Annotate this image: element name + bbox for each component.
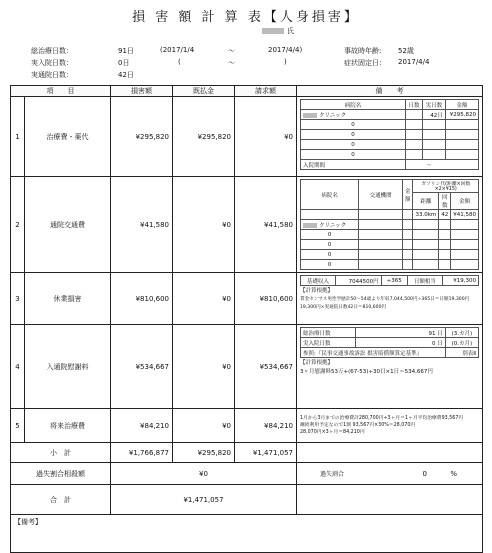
future-line3: 28,070円×3ヶ月＝84,210円 bbox=[300, 430, 365, 435]
row-number: 1 bbox=[11, 97, 25, 177]
subtotal-row bbox=[11, 443, 483, 463]
zero-cell: 0 bbox=[301, 140, 406, 150]
row-item: 将来治療費 bbox=[25, 409, 111, 443]
hosp-period-sep: 〜 bbox=[406, 160, 479, 170]
sub-header: 金額 bbox=[402, 180, 413, 210]
row-damage: ¥41,580 bbox=[111, 177, 173, 273]
reference-label: 参照:『民事交通事故訴訟 損害賠償額算定基準』 bbox=[301, 348, 446, 358]
divisor: ÷365 bbox=[381, 276, 407, 286]
actual-hosp-label: 実入院日数： bbox=[31, 59, 73, 67]
header-paid: 既払金 bbox=[173, 86, 235, 97]
row-damage: ¥295,820 bbox=[111, 97, 173, 177]
row-paid: ¥0 bbox=[173, 273, 235, 325]
actual-hosp-value: 0日 bbox=[118, 59, 130, 67]
table-row bbox=[11, 409, 483, 443]
sub-header: 日数 bbox=[406, 100, 423, 110]
row-damage: ¥810,600 bbox=[111, 273, 173, 325]
redacted-clinic bbox=[303, 113, 317, 118]
row-item: 通院交通費 bbox=[25, 177, 111, 273]
consolation-line1: 3ヶ月慰謝料53万+(67-53)÷30日×1日＝534,667円 bbox=[300, 369, 433, 375]
clinic-name: クリニック bbox=[319, 112, 347, 119]
subject-name bbox=[262, 26, 294, 36]
daily-label: 日額相当 bbox=[407, 276, 442, 286]
redacted-name bbox=[262, 28, 284, 34]
zero-cell: 0 bbox=[301, 260, 359, 270]
row-number: 3 bbox=[11, 273, 25, 325]
row-item: 入通院慰謝料 bbox=[25, 325, 111, 409]
row-paid: ¥0 bbox=[173, 409, 235, 443]
table-row bbox=[11, 177, 483, 273]
ratio-label: 過失割合 bbox=[319, 471, 344, 478]
times: 42 bbox=[439, 210, 451, 220]
row-number: 2 bbox=[11, 177, 25, 273]
consolation-subtable bbox=[300, 327, 479, 358]
offset-label: 過失割合相殺額 bbox=[11, 463, 111, 485]
lost-income-line2: 19,300円×実通院日数42日＝810,600円 bbox=[300, 305, 387, 310]
total-value: ¥1,471,057 bbox=[111, 485, 297, 515]
period-sep: 〜 bbox=[228, 47, 235, 55]
total-label: 合 計 bbox=[11, 485, 111, 515]
row-number: 5 bbox=[11, 409, 25, 443]
basic-income: 7044500円 bbox=[336, 276, 382, 286]
sub-header: 距離 bbox=[413, 193, 439, 210]
period-from: (2017/1/4 bbox=[160, 46, 195, 54]
row-claim: ¥84,210 bbox=[235, 409, 297, 443]
clinic-name: クリニック bbox=[319, 222, 347, 229]
lost-income-method-label: 【計算根拠】 bbox=[300, 288, 334, 294]
hosp-days-value: 0 日 bbox=[356, 338, 446, 348]
sub-header: 実日数 bbox=[422, 100, 445, 110]
treatment-subtable bbox=[300, 99, 479, 170]
row-claim: ¥0 bbox=[235, 97, 297, 177]
hosp-paren-open: ( bbox=[178, 58, 181, 66]
zero-cell: 0 bbox=[301, 250, 359, 260]
row-damage: ¥534,667 bbox=[111, 325, 173, 409]
clinic-amount: ¥295,820 bbox=[445, 110, 478, 120]
hosp-months: (0.カ月) bbox=[445, 338, 478, 348]
treat-months: (3.カ月) bbox=[445, 328, 478, 338]
subtotal-paid: ¥295,820 bbox=[173, 443, 235, 463]
page-title: 損 害 額 計 算 表【人身損害】 bbox=[132, 10, 360, 25]
accident-age-value: 52歳 bbox=[398, 47, 414, 55]
sub-header: 病院名 bbox=[301, 100, 406, 110]
zero-cell: 0 bbox=[301, 230, 359, 240]
row-paid: ¥0 bbox=[173, 325, 235, 409]
header-claim: 請求額 bbox=[235, 86, 297, 97]
row-item: 休業損害 bbox=[25, 273, 111, 325]
accident-age-label: 事故時年齢: bbox=[344, 47, 382, 55]
actual-visit-value: 42日 bbox=[118, 71, 134, 79]
row-paid: ¥0 bbox=[173, 177, 235, 273]
table-row bbox=[11, 273, 483, 325]
sub-header: 回数 bbox=[439, 193, 451, 210]
subject-suffix: 氏 bbox=[287, 27, 294, 35]
subtotal-label: 小 計 bbox=[11, 443, 111, 463]
row-paid: ¥295,820 bbox=[173, 97, 235, 177]
future-line1: 1月から3月までの治療費計280,700円÷3ヶ月＝1ヶ月平均治療費93,567円 bbox=[300, 416, 464, 421]
period-to: 2017/4/4) bbox=[268, 46, 303, 54]
subtotal-claim: ¥1,471,057 bbox=[235, 443, 297, 463]
row-number: 4 bbox=[11, 325, 25, 409]
lost-income-line1: 賃金センサス男性学歴計50〜54歳より年収7,044,500円÷365日＝日額19,300円 bbox=[300, 297, 470, 302]
clinic-days: 42日 bbox=[422, 110, 445, 120]
damage-table bbox=[10, 85, 483, 553]
zero-cell: 0 bbox=[301, 130, 406, 140]
row-claim: ¥41,580 bbox=[235, 177, 297, 273]
table-header-row bbox=[11, 86, 483, 97]
header-remarks: 備 考 bbox=[297, 86, 483, 97]
gas-amount: ¥41,580 bbox=[451, 210, 479, 220]
fixed-date-value: 2017/4/4 bbox=[398, 58, 430, 66]
zero-cell: 0 bbox=[301, 150, 406, 160]
actual-visit-label: 実通院日数： bbox=[31, 71, 73, 79]
fixed-date-label: 症状固定日： bbox=[344, 59, 386, 67]
hosp-sep: 〜 bbox=[228, 59, 235, 67]
consolation-method-label: 【計算根拠】 bbox=[300, 360, 334, 366]
gas-note: ガソリン代(距離×回数×2×¥15) bbox=[413, 180, 479, 193]
basic-income-label: 基礎収入 bbox=[301, 276, 336, 286]
clinic-cell bbox=[301, 110, 406, 120]
treat-days-value: 91日 bbox=[118, 47, 134, 55]
reference-table: 別表Ⅱ bbox=[445, 348, 478, 358]
treat-days-label: 総治療日数： bbox=[31, 47, 73, 55]
redacted-clinic bbox=[303, 223, 317, 228]
daily-amount: ¥19,300 bbox=[442, 276, 478, 286]
hosp-days-label: 実入院日数 bbox=[301, 338, 356, 348]
row-item: 治療費・薬代 bbox=[25, 97, 111, 177]
sub-header: 交通機関 bbox=[359, 180, 403, 210]
hosp-period-label: 入院期間 bbox=[301, 160, 406, 170]
zero-cell: 0 bbox=[301, 120, 406, 130]
distance: 33.0km bbox=[413, 210, 439, 220]
lost-income-subtable bbox=[300, 275, 479, 286]
total-row bbox=[11, 485, 483, 515]
sub-header: 金額 bbox=[451, 193, 479, 210]
notes-label: 【備考】 bbox=[11, 515, 483, 553]
table-row bbox=[11, 325, 483, 409]
treat-days-label: 総治療日数 bbox=[301, 328, 356, 338]
subtotal-damage: ¥1,766,877 bbox=[111, 443, 173, 463]
table-row bbox=[11, 97, 483, 177]
row-claim: ¥534,667 bbox=[235, 325, 297, 409]
transport-subtable bbox=[300, 179, 479, 270]
future-line2: 継続利用予定なので1割 93,567円×30%＝28,070円 bbox=[300, 423, 416, 428]
ratio-unit: % bbox=[450, 470, 457, 478]
zero-cell: 0 bbox=[301, 240, 359, 250]
notes-row bbox=[11, 515, 483, 553]
row-damage: ¥84,210 bbox=[111, 409, 173, 443]
offset-value: ¥0 bbox=[111, 463, 297, 485]
offset-row bbox=[11, 463, 483, 485]
header-damage: 損害額 bbox=[111, 86, 173, 97]
hosp-paren-close: ) bbox=[284, 58, 287, 66]
sub-header: 金額 bbox=[445, 100, 478, 110]
clinic-cell bbox=[301, 220, 359, 230]
sub-header: 病院名 bbox=[301, 180, 359, 210]
treat-days-value: 91 日 bbox=[356, 328, 446, 338]
row-claim: ¥810,600 bbox=[235, 273, 297, 325]
ratio-value: 0 bbox=[422, 470, 427, 478]
header-item: 項 目 bbox=[11, 86, 111, 97]
